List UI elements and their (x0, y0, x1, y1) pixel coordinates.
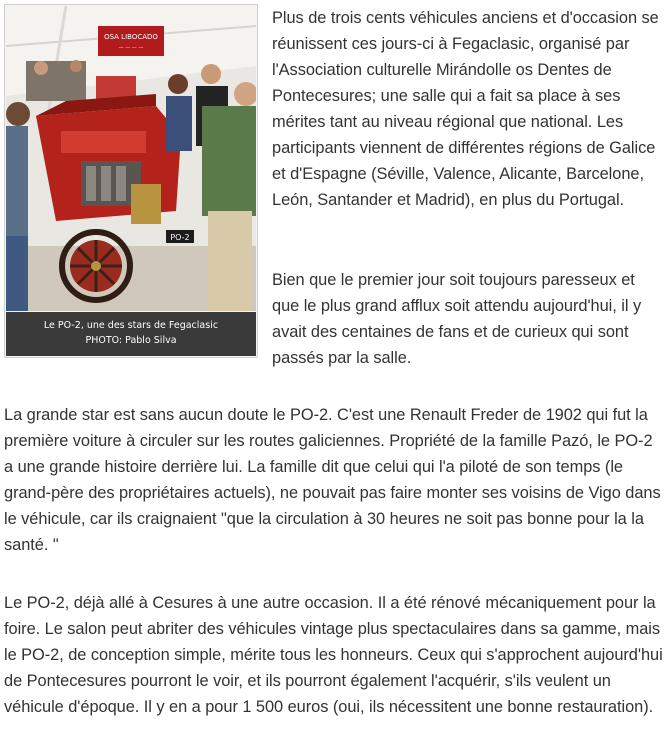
sign-text: OSA LIBOCADO (104, 33, 158, 41)
svg-text:— — — —: — — — — (118, 45, 144, 51)
paragraph-1: Plus de trois cents véhicules anciens et d'occasion se réunissent ces jours-ci à Fegaclasic, organisé par l'Association culturelle Mirándolle os Dentes de Pontecesures; une salle qui a fait sa place à ses mérites tant au niveau régional que national. Les participants viennent de différentes régions de Galice et d'Espagne (Séville, Valence, Alicante, Barcelone, León, Santander et Madrid), en plus du Portugal. (272, 9, 659, 209)
svg-text:PO-2: PO-2 (170, 233, 190, 242)
caption-credit: PHOTO: Pablo Silva (85, 335, 177, 346)
article-figure (4, 4, 258, 358)
photo-caption (6, 312, 256, 356)
vintage-car-photo (6, 6, 256, 311)
paragraph-2: Bien que le premier jour soit toujours paresseux et que le plus grand afflux soit attendu aujourd'hui, il y avait des centaines de fans et de curieux qui sont passés par la salle. (272, 271, 642, 367)
exhibitor-sign (98, 26, 164, 56)
paragraph-4: Le PO-2, déjà allé à Cesures à une autre occasion. Il a été rénové mécaniquement pour la foire. Le salon peut abriter des véhicules vintage plus spectaculaires dans sa gamme, mais le PO-2, de conception simple, mérite tous les honneurs. Ceux qui s'approchent aujourd'hui de Pontecesures pourront le voir, et ils pourront également l'acquérir, s'ils veulent un véhicule d'époque. Il y en a pour 1 500 euros (oui, ils nécessitent une bonne restauration). (4, 594, 663, 716)
caption-text: Le PO-2, une des stars de Fegaclasic (43, 320, 219, 331)
article-photo[interactable] (6, 6, 256, 311)
paragraph-3: La grande star est sans aucun doute le PO-2. C'est une Renault Freder de 1902 qui fut la première voiture à circuler sur les routes galiciennes. Propriété de la famille Pazó, le PO-2 a une grande histoire derrière lui. La famille dit que celui qui l'a piloté de son temps (le grand-père des propriétaires actuels), ne pouvait pas faire monter ses voisins de Vigo dans le véhicule, car ils craignaient "que la circulation à 30 heures ne soit pas bonne pour la la santé. " (4, 406, 661, 554)
